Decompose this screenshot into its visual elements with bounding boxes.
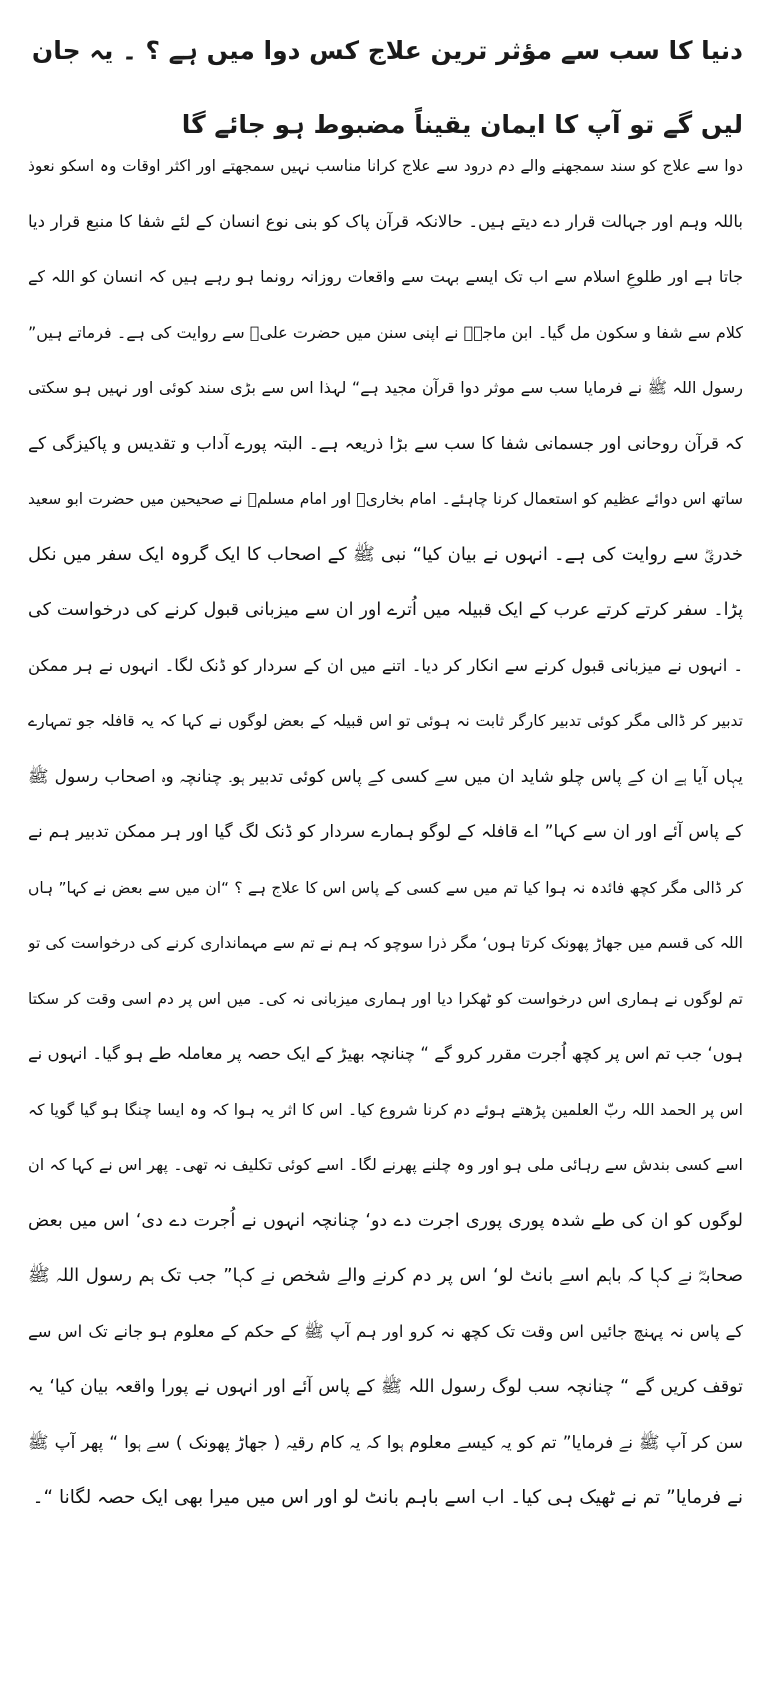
body-line: صحابہؓ نے کہا کہ باہم اسے بانٹ لو‘ اس پر دم کرنے والے شخص نے کہا” جب تک ہم رسول اللہ ﷺ bbox=[28, 1265, 743, 1286]
body-line: لوگوں کو ان کی طے شدہ پوری پوری اجرت دے دو‘ چنانچہ انہوں نے اُجرت دے دی‘ اس میں بعض bbox=[28, 1211, 743, 1231]
body-line: کر ڈالی مگر کچھ فائدہ نہ ہوا کیا تم میں سے کسی کے پاس اس کا علاج ہے ؟ “ان میں سے بعض نے کہا” ہاں bbox=[28, 879, 743, 897]
body-line: یہاں آیا ہے ان کے پاس چلو شاید ان میں سے کسی کے پاس کوئی تدبیر ہو۔ چنانچہ وہ اصحاب رسول ﷺ bbox=[28, 767, 743, 787]
body-line: توقف کریں گے “ چنانچہ سب لوگ رسول اللہ ﷺ کے پاس آئے اور انہوں نے پورا واقعہ بیان کیا‘ یہ bbox=[28, 1377, 743, 1397]
article-heading: دنیا کا سب سے مؤثر ترین علاج کس دوا میں ہے ؟ ۔ یہ جان لیں گے تو آپ کا ایمان یقیناً مضبوط ہو جائے گا bbox=[31, 36, 743, 139]
body-line: ۔ انہوں نے میزبانی قبول کرنے سے انکار کر دیا۔ اتنے میں ان کے سردار کو ڈنک لگا۔ انہوں نے ہر ممکن bbox=[28, 656, 743, 675]
body-line: اسے کسی بندش سے رہائی ملی ہو اور وہ چلنے پھرنے لگا۔ اسے کوئی تکلیف نہ تھی۔ پھر اس نے کہا کہ ان bbox=[28, 1155, 743, 1174]
body-line: خدریؓ سے روایت کی ہے۔ انہوں نے بیان کیا“ نبی ﷺ کے اصحاب کا ایک گروہ ایک سفر میں نکل bbox=[28, 544, 743, 565]
body-line: کہ قرآن روحانی اور جسمانی شفا کا سب سے بڑا ذریعہ ہے۔ البتہ پورے آداب و تقدیس و پاکیزگی کے bbox=[28, 434, 743, 454]
body-line: تم لوگوں نے ہماری اس درخواست کو ٹھکرا دیا اور ہماری میزبانی نہ کی۔ میں اس پر دم اسی وقت کر سکتا bbox=[28, 990, 743, 1008]
body-line: دوا سے علاج کو سند سمجھنے والے دم درود سے علاج کرانا مناسب نہیں سمجھتے اور اکثر اوقات وہ اسکو نعوذ bbox=[28, 157, 743, 175]
body-line: اللہ کی قسم میں جھاڑ پھونک کرتا ہوں‘ مگر ذرا سوچو کہ ہم نے تم سے مہمانداری کرنے کی درخواست کی تو bbox=[28, 934, 743, 952]
body-line: پڑا۔ سفر کرتے کرتے عرب کے ایک قبیلہ میں اُترے اور ان سے میزبانی قبول کرنے کی درخواست کی bbox=[28, 600, 743, 620]
body-line: کے پاس نہ پہنچ جائیں اس وقت تک کچھ نہ کرو اور ہم آپ ﷺ کے حکم کے معلوم ہو جانے تک اس سے bbox=[28, 1322, 743, 1341]
body-line: ہوں‘ جب تم اس پر کچھ اُجرت مقرر کرو گے “ چنانچہ بھیڑ کے ایک حصہ پر معاملہ طے ہو گیا۔ انہوں نے bbox=[28, 1044, 743, 1063]
body-line: اس پر الحمد اللہ ربّ العلمین پڑھتے ہوئے دم کرنا شروع کیا۔ اس کا اثر یہ ہوا کہ وہ ایسا چنگا ہو گیا گویا کہ bbox=[28, 1101, 743, 1119]
body-line: رسول اللہ ﷺ نے فرمایا سب سے موثر دوا قرآن مجید ہے“ لہذا اس سے بڑی سند کوئی اور نہیں ہو سکتی bbox=[28, 378, 743, 397]
body-line: باللہ وہم اور جہالت قرار دے دیتے ہیں۔ حالانکہ قرآن پاک کو بنی نوع انسان کے لئے شفا کا منبع قرار دیا bbox=[28, 212, 743, 231]
body-line: تدبیر کر ڈالی مگر کوئی تدبیر کارگر ثابت نہ ہوئی تو اس قبیلہ کے بعض لوگوں نے کہا کہ یہ قافلہ جو تمہارے bbox=[28, 712, 743, 730]
body-line: جاتا ہے اور طلوعِ اسلام سے اب تک ایسے بہت سے واقعات روزانہ رونما ہو رہے ہیں کہ انسان کو اللہ کے bbox=[28, 267, 743, 286]
body-line: سن کر آپ ﷺ نے فرمایا” تم کو یہ کیسے معلوم ہوا کہ یہ کام رقیہ ( جھاڑ پھونک ) سے ہوا “ پھر آپ ﷺ bbox=[28, 1433, 743, 1453]
body-line: کے پاس آئے اور ان سے کہا” اے قافلہ کے لوگو ہمارے سردار کو ڈنک لگ گیا اور ہر ممکن تدبیر ہم نے bbox=[28, 822, 743, 842]
body-line: ساتھ اس دوائے عظیم کو استعمال کرنا چاہئے۔ امام بخاریؒ اور امام مسلمؒ نے صحیحین میں حضرت ابو سعید bbox=[28, 490, 743, 508]
body-line-last: نے فرمایا” تم نے ٹھیک ہی کیا۔ اب اسے باہم بانٹ لو اور اس میں میرا بھی ایک حصہ لگانا “۔ bbox=[32, 1487, 743, 1508]
body-line: کلام سے شفا و سکون مل گیا۔ ابن ماجہؒ نے اپنی سنن میں حضرت علیؓ سے روایت کی ہے۔ فرماتے ہیں” bbox=[28, 323, 743, 342]
